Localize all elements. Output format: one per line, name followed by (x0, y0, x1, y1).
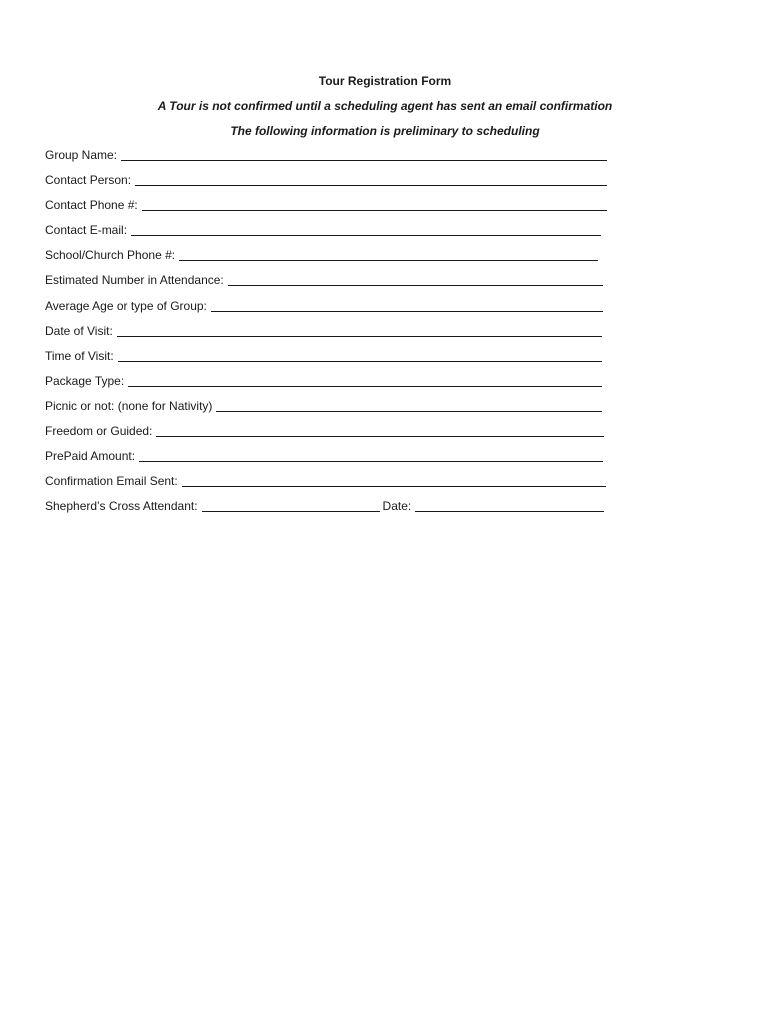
attendant-date-label: Date: (382, 499, 412, 513)
prepaid-amount-label: PrePaid Amount: (45, 449, 136, 463)
estimated-attendance-field[interactable] (45, 272, 603, 288)
attendant-blank[interactable] (202, 499, 380, 512)
freedom-guided-blank[interactable] (156, 424, 604, 437)
prepaid-amount-blank[interactable] (139, 449, 603, 462)
group-name-blank[interactable] (121, 148, 607, 161)
estimated-attendance-label: Estimated Number in Attendance: (45, 273, 224, 287)
package-type-blank[interactable] (128, 374, 602, 387)
picnic-field[interactable] (45, 398, 602, 414)
confirmation-email-label: Confirmation Email Sent: (45, 474, 178, 488)
confirmation-email-blank[interactable] (182, 474, 606, 487)
contact-phone-label: Contact Phone #: (45, 198, 138, 212)
time-of-visit-label: Time of Visit: (45, 349, 114, 363)
contact-phone-blank[interactable] (142, 198, 607, 211)
package-type-label: Package Type: (45, 374, 125, 388)
picnic-blank[interactable] (216, 399, 602, 412)
date-of-visit-field[interactable] (45, 323, 602, 339)
time-of-visit-blank[interactable] (118, 349, 602, 362)
date-of-visit-label: Date of Visit: (45, 324, 113, 338)
estimated-attendance-blank[interactable] (228, 273, 603, 286)
prepaid-amount-field[interactable] (45, 448, 603, 464)
contact-email-label: Contact E-mail: (45, 223, 128, 237)
school-church-phone-label: School/Church Phone #: (45, 248, 176, 262)
school-church-phone-blank[interactable] (179, 248, 598, 261)
preliminary-notice: The following information is preliminary to scheduling (230, 124, 540, 138)
average-age-label: Average Age or type of Group: (45, 299, 207, 313)
average-age-blank[interactable] (211, 299, 603, 312)
contact-phone-field[interactable] (45, 197, 607, 213)
freedom-guided-label: Freedom or Guided: (45, 424, 153, 438)
school-church-phone-field[interactable] (45, 247, 598, 263)
group-name-label: Group Name: (45, 148, 118, 162)
picnic-label: Picnic or not: (none for Nativity) (45, 399, 213, 413)
attendant-label: Shepherd’s Cross Attendant: (45, 499, 198, 513)
package-type-field[interactable] (45, 373, 602, 389)
contact-email-field[interactable] (45, 222, 601, 238)
freedom-guided-field[interactable] (45, 423, 604, 439)
time-of-visit-field[interactable] (45, 348, 602, 364)
contact-person-label: Contact Person: (45, 173, 132, 187)
confirmation-email-field[interactable] (45, 473, 606, 489)
contact-person-field[interactable] (45, 172, 607, 188)
confirmation-notice: A Tour is not confirmed until a scheduling agent has sent an email confirmation (157, 99, 613, 113)
attendant-date-blank[interactable] (415, 499, 604, 512)
form-title: Tour Registration Form (318, 74, 452, 88)
average-age-field[interactable] (45, 298, 603, 314)
contact-person-blank[interactable] (135, 173, 607, 186)
group-name-field[interactable] (45, 147, 607, 163)
contact-email-blank[interactable] (131, 223, 601, 236)
attendant-field[interactable] (45, 498, 604, 514)
date-of-visit-blank[interactable] (117, 324, 602, 337)
